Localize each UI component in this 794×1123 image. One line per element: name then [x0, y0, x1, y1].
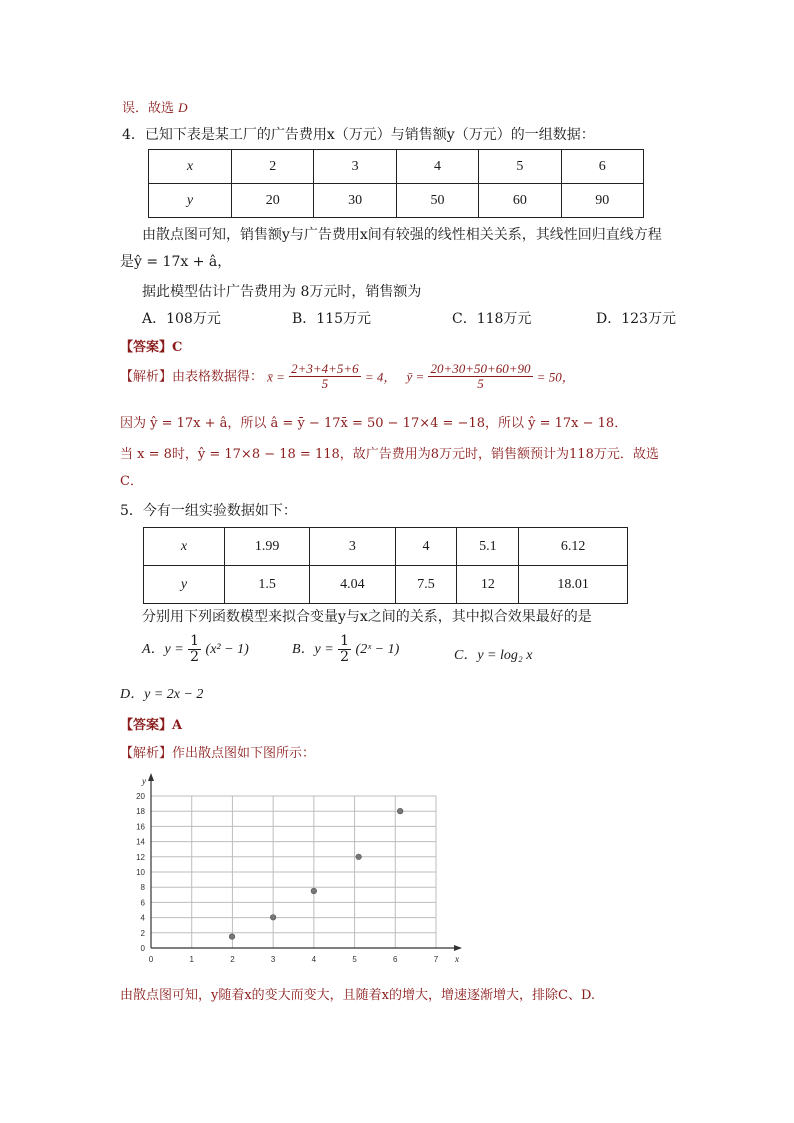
q5-option-b: [292, 634, 399, 666]
data-point: [356, 854, 362, 860]
prev-answer-letter: D: [178, 100, 188, 115]
y-tick-label: 8: [140, 883, 145, 893]
x-tick-label: 6: [393, 955, 398, 964]
option-b-prefix: B．y =: [292, 641, 334, 657]
table-cell: 5.1: [457, 528, 519, 566]
q4-data-table: [148, 149, 644, 218]
fraction-denominator: 5: [477, 376, 484, 392]
fraction-denominator: 5: [321, 376, 329, 392]
table-cell: 20: [232, 184, 314, 218]
ybar-fraction: [428, 362, 532, 392]
y-tick-label: 16: [136, 822, 145, 832]
q4-analysis-line2: 因为 ŷ = 17x + â，所以 â = ȳ − 17x̄ = 50 − 17×4 = −18，所以 ŷ = 17x − 18．: [120, 416, 628, 431]
analysis-label: 【解析】由表格数据得：: [120, 369, 264, 385]
option-a-expression: (x² − 1): [205, 641, 249, 657]
chart-x-label: x: [455, 954, 459, 964]
q4-answer: 【答案】C: [120, 340, 183, 355]
data-point: [311, 888, 317, 894]
x-axis-arrow: [454, 945, 462, 951]
q5-option-d: D．y = 2x − 2: [120, 687, 204, 702]
chart-ticks: [136, 792, 439, 964]
table-cell: x: [149, 150, 232, 184]
ybar-label: ȳ =: [406, 369, 425, 385]
option-b-expression: (2ˣ − 1): [355, 641, 400, 657]
table-cell: 2: [232, 150, 314, 184]
chart-grid: [151, 796, 436, 948]
table-row: [149, 184, 644, 218]
q5-option-c: C．y = log₂ x: [454, 648, 533, 663]
y-tick-label: 12: [136, 852, 145, 862]
table-row: [149, 150, 644, 184]
q5-text-1: 分别用下列函数模型来拟合变量y与x之间的关系，其中拟合效果最好的是: [142, 609, 592, 625]
y-tick-label: 0: [140, 944, 145, 953]
y-tick-label: 14: [136, 837, 145, 847]
q4-option-c: C．118万元: [452, 311, 532, 327]
x-tick-label: 3: [270, 955, 276, 964]
prev-answer-tail: [122, 97, 188, 116]
table-cell: 90: [561, 184, 643, 218]
table-cell: 30: [314, 184, 396, 218]
y-tick-label: 4: [140, 913, 145, 923]
option-b-fraction: [338, 634, 351, 666]
table-cell: 60: [479, 184, 561, 218]
q4-option-a: A．108万元: [142, 311, 221, 327]
table-cell: 1.5: [225, 566, 310, 604]
data-point: [229, 934, 235, 940]
fraction-numerator: 1: [340, 633, 350, 649]
table-row: [144, 566, 628, 604]
table-cell: x: [144, 528, 225, 566]
fraction-numerator: 1: [190, 633, 200, 649]
x-tick-label: 2: [230, 955, 235, 964]
q4-analysis-line3: 当 x = 8时，ŷ = 17×8 − 18 = 118，故广告费用为8万元时，销售额预计为118万元．故选: [120, 447, 659, 462]
q4-text-1: 由散点图可知，销售额y与广告费用x间有较强的线性相关关系，其线性回归直线方程: [142, 227, 662, 243]
x-tick-label: 4: [311, 955, 317, 964]
fraction-denominator: 2: [190, 649, 200, 666]
table-cell: 4.04: [310, 566, 395, 604]
scatter-plot: [126, 772, 466, 972]
xbar-result: = 4，: [364, 369, 397, 385]
table-row: [144, 528, 628, 566]
table-cell: 12: [457, 566, 519, 604]
table-cell: 18.01: [519, 566, 628, 604]
table-cell: 5: [479, 150, 561, 184]
q4-stem: 4．已知下表是某工厂的广告费用x（万元）与销售额y（万元）的一组数据：: [122, 127, 595, 143]
x-tick-label: 7: [433, 955, 439, 964]
q4-option-d: D．123万元: [596, 311, 676, 327]
table-cell: 1.99: [225, 528, 310, 566]
table-cell: 3: [310, 528, 395, 566]
x-tick-label: 0: [148, 955, 154, 964]
q4-analysis-line1: [120, 362, 575, 392]
xbar-label: x̄ =: [267, 369, 285, 385]
y-tick-label: 10: [136, 868, 145, 877]
option-a-prefix: A．y =: [142, 641, 184, 657]
table-cell: y: [149, 184, 232, 218]
y-tick-label: 20: [136, 792, 145, 801]
q5-stem: 5．今有一组实验数据如下：: [120, 503, 297, 519]
x-tick-label: 1: [189, 955, 194, 964]
fraction-numerator: 2+3+4+5+6: [291, 361, 359, 376]
option-a-fraction: [188, 634, 201, 666]
table-cell: y: [144, 566, 225, 604]
chart-axes: [148, 773, 462, 951]
chart-y-label: y: [142, 776, 146, 786]
data-point: [270, 914, 276, 920]
table-cell: 4: [395, 528, 457, 566]
q5-answer: 【答案】A: [120, 718, 183, 733]
xbar-fraction: [289, 362, 361, 392]
q5-conclusion: 由散点图可知，y随着x的变大而变大，且随着x的增大，增速逐渐增大，排除C、D.: [120, 988, 596, 1003]
x-tick-label: 5: [352, 955, 357, 964]
q4-text-2: 是ŷ = 17x + â，: [120, 254, 232, 270]
table-cell: 3: [314, 150, 396, 184]
q4-text-3: 据此模型估计广告费用为 8万元时，销售额为: [142, 284, 422, 300]
table-cell: 6.12: [519, 528, 628, 566]
y-tick-label: 6: [140, 898, 145, 908]
y-axis-arrow: [148, 773, 154, 781]
fraction-numerator: 20+30+50+60+90: [430, 361, 531, 376]
q4-option-b: B．115万元: [292, 311, 372, 327]
prev-answer-text: 误．故选: [122, 101, 175, 116]
table-cell: 7.5: [395, 566, 457, 604]
ybar-result: = 50，: [536, 369, 575, 385]
data-point: [397, 808, 403, 814]
q4-analysis-line4: C．: [120, 474, 143, 489]
chart-points: [229, 808, 403, 939]
y-tick-label: 18: [136, 807, 145, 817]
fraction-denominator: 2: [340, 649, 350, 666]
table-cell: 4: [396, 150, 478, 184]
q5-data-table: [143, 527, 628, 604]
q5-option-a: [142, 634, 249, 666]
q5-analysis: 【解析】作出散点图如下图所示：: [120, 746, 316, 761]
y-tick-label: 2: [140, 928, 145, 938]
table-cell: 50: [396, 184, 478, 218]
table-cell: 6: [561, 150, 643, 184]
